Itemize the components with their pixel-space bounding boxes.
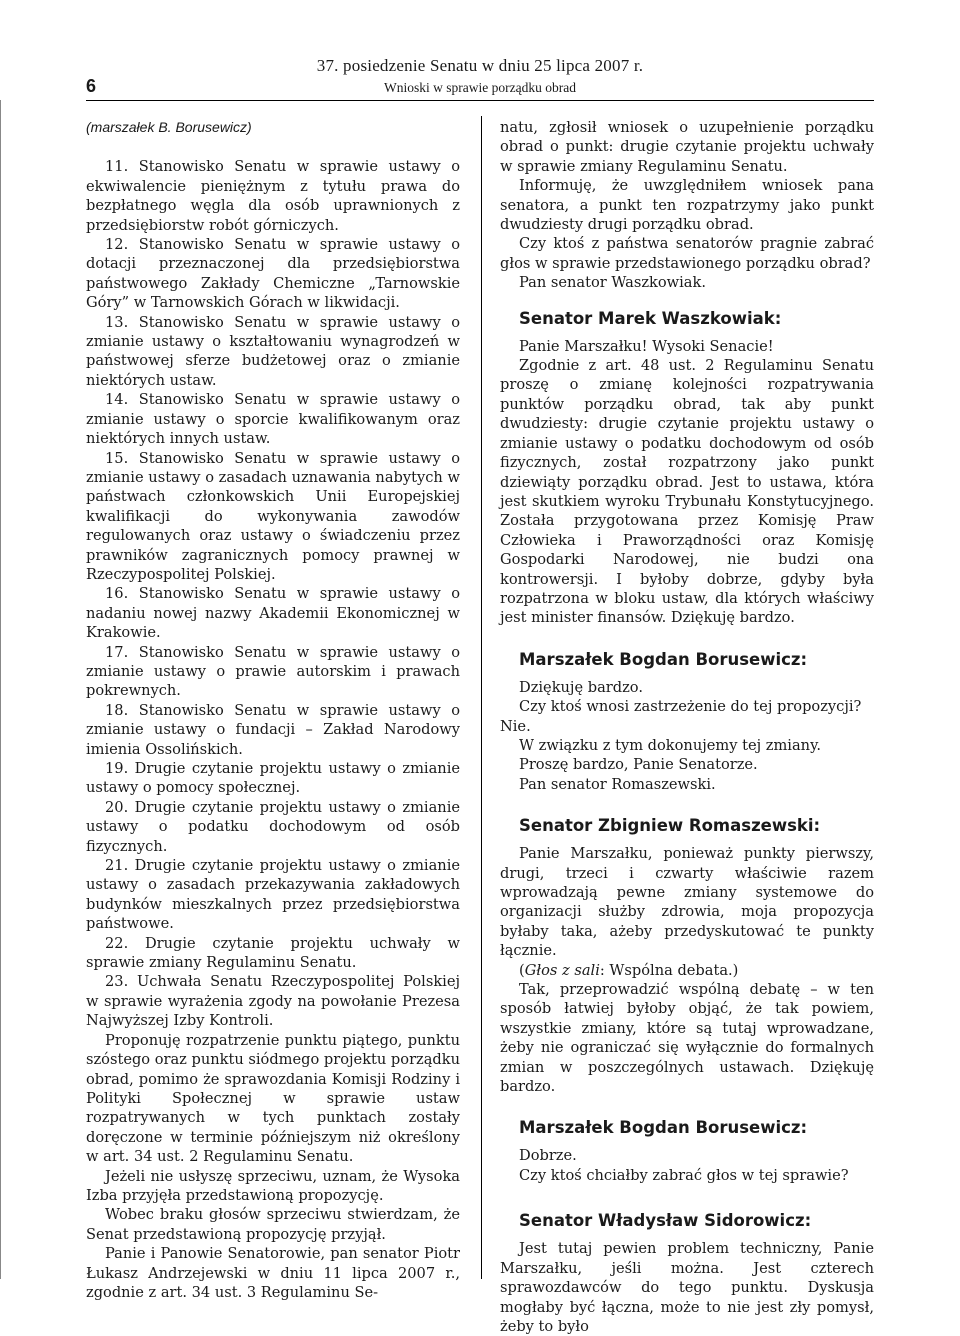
interjection-text: : Wspólna debata.) bbox=[599, 961, 739, 979]
body-paragraph: Panie i Panowie Senatorowie, pan senator Piotr Łukasz Andrzejewski w dniu 11 lipca 2007 r., zgodnie z art. 34 ust. 3 Regulaminu Se- bbox=[86, 1245, 460, 1301]
running-header-subtitle: Wnioski w sprawie porządku obrad bbox=[384, 80, 576, 95]
header-rule bbox=[86, 100, 874, 101]
body-paragraph: Proponuję rozpatrzenie punktu piątego, punktu szóstego oraz punktu siódmego projektu porządku obrad, pomimo że sprawozdania Komisji Rodziny i Polityki Społecznej w sprawie ustaw rozpatrywanych w tych punktach zostały doręczone w terminie późniejszym niż określony w art. 34 ust. 2 Regulaminu Senatu. bbox=[86, 1031, 461, 1166]
speaker-heading: Senator Zbigniew Romaszewski: bbox=[519, 816, 821, 836]
speaker-heading: Marszałek Bogdan Borusewicz: bbox=[519, 649, 808, 669]
agenda-item-23: 23. Uchwała Senatu Rzeczypospolitej Polskiej w sprawie wyrażenia zgody na powołanie Prezesa Najwyższej Izby Kontroli. bbox=[86, 973, 460, 1030]
right-column bbox=[500, 118, 874, 1336]
agenda-item-22: 22. Drugie czytanie projektu uchwały w sprawie zmiany Regulaminu Senatu. bbox=[86, 934, 460, 972]
body-paragraph: Wobec braku głosów sprzeciwu stwierdzam, że Senat przedstawioną propozycję przyjął. bbox=[86, 1206, 460, 1243]
agenda-item-19: 19. Drugie czytanie projektu ustawy o zmianie ustawy o pomocy społecznej. bbox=[86, 760, 460, 797]
interjection bbox=[500, 961, 874, 980]
agenda-item-20: 20. Drugie czytanie projektu ustawy o zmianie ustawy o podatku dochodowym od osób fizycznych. bbox=[86, 798, 460, 855]
agenda-item-11: 11. Stanowisko Senatu w sprawie ustawy o ekwiwalencie pieniężnym z tytułu prawa do bezpłatnego węgla dla osób uprawnionych z przedsiębiorstw robót górniczych. bbox=[86, 158, 460, 234]
speech-paragraph: Zgodnie z art. 48 ust. 2 Regulaminu Senatu proszę o zmianę kolejności rozpatrywania punktów porządku obrad, tak aby punkt dwudziesty: drugie czytanie projektu ustawy o zmianie ustawy o podatku dochodowym od osób fizycznych, został rozpatrzony jako punkt dziewiąty porządku obrad. Jest to ustawa, która jest skutkiem wyroku Trybunału Konstytucyjnego. Została przygotowana przez Komisję Praw Człowieka i Praworządności oraz Komisję Gospodarki Narodowej, nie budzi ona kontrowersji. I byłoby dobrze, gdyby była rozpatrzona w bloku ustaw, dla których właściwy jest minister finansów. Dziękuję bardzo. bbox=[500, 357, 874, 627]
agenda-item-12: 12. Stanowisko Senatu w sprawie ustawy o dotacji przeznaczonej dla przedsiębiorstwa państwowego Zakłady Chemiczne „Tarnowskie Góry” w Tarnowskich Górach w likwidacji. bbox=[86, 236, 460, 312]
speech-paragraph: Tak, przeprowadzić wspólną debatę – w ten sposób łatwiej byłoby objąć, że tak powiem, wszystkie zmiany, które są tutaj wprowadzane, żeby nie ograniczać się wyłącznie do formalnych zmian w poszczególnych ustawach. Dziękuję bardzo. bbox=[500, 981, 874, 1096]
column-divider bbox=[481, 116, 482, 1279]
interjection-open: ( bbox=[519, 961, 525, 979]
speech-paragraph: Jest tutaj pewien problem techniczny, Panie Marszałku, jeśli można. Jest czterech sprawozdawców do tego punktu. Dyskusja mogłaby być łączna, może to nie jest zły pomysł, żeby to było bbox=[500, 1240, 874, 1335]
speech-paragraph: Pan senator Romaszewski. bbox=[519, 775, 716, 793]
agenda-item-15: 15. Stanowisko Senatu w sprawie ustawy o zmianie ustawy o zasadach uznawania nabytych w państwach członkowskich Unii Europejskiej kwalifikacji do wykonywania zawodów regulowanych oraz ustawy o świadczeniu przez prawników zagranicznych pomocy prawnej w Rzeczypospolitej Polskiej. bbox=[86, 449, 460, 583]
agenda-item-16: 16. Stanowisko Senatu w sprawie ustawy o nadaniu nowej nazwy Akademii Ekonomicznej w Krakowie. bbox=[86, 585, 460, 642]
interjection-label: Głos z sali bbox=[524, 961, 600, 979]
speaker-heading: Marszałek Bogdan Borusewicz: bbox=[519, 1118, 808, 1138]
speech-paragraph: Dziękuję bardzo. bbox=[519, 678, 643, 696]
speech-paragraph: Czy ktoś wnosi zastrzeżenie do tej propozycji? bbox=[519, 698, 862, 716]
body-paragraph: Czy ktoś z państwa senatorów pragnie zabrać głos w sprawie przedstawionego porządku obrad? bbox=[500, 235, 874, 272]
body-paragraph: Jeżeli nie usłyszę sprzeciwu, uznam, że Wysoka Izba przyjęła przedstawioną propozycję. bbox=[86, 1167, 460, 1204]
body-paragraph: Informuję, że uwzględniłem wniosek pana senatora, a punkt ten rozpatrzymy jako punkt dwudziesty drugi porządku obrad. bbox=[500, 177, 874, 234]
speech-paragraph: Proszę bardzo, Panie Senatorze. bbox=[519, 756, 758, 774]
body-paragraph: Pan senator Waszkowiak. bbox=[519, 274, 706, 292]
speech-paragraph: W związku z tym dokonujemy tej zmiany. bbox=[519, 736, 822, 754]
speech-paragraph: Panie Marszałku, ponieważ punkty pierwszy, drugi, trzeci i czwarty właściwie razem wprowadzają pewne zmiany systemowe do organizacji służby zdrowia, moja propozycja byłaby taka, ażeby przedyskutować te punkty łącznie. bbox=[500, 845, 874, 960]
speech-paragraph: Panie Marszałku! Wysoki Senacie! bbox=[519, 337, 774, 355]
agenda-item-14: 14. Stanowisko Senatu w sprawie ustawy o zmianie ustawy o sporcie kwalifikowanym oraz niektórych innych ustaw. bbox=[86, 391, 460, 448]
speech-paragraph: Czy ktoś chciałby zabrać głos w tej sprawie? bbox=[519, 1166, 849, 1184]
left-column bbox=[86, 118, 460, 1302]
agenda-item-17: 17. Stanowisko Senatu w sprawie ustawy o zmianie ustawy o prawie autorskim i prawach pokrewnych. bbox=[86, 643, 460, 700]
continued-paragraph: natu, zgłosił wniosek o uzupełnienie porządku obrad o punkt: drugie czytanie projektu uchwały w sprawie zmiany Regulaminu Senatu. bbox=[500, 119, 874, 175]
page-edge-line bbox=[0, 100, 1, 1279]
speaker-marker: (marszałek B. Borusewicz) bbox=[86, 119, 252, 135]
agenda-item-18: 18. Stanowisko Senatu w sprawie ustawy o zmianie ustawy o fundacji – Zakład Narodowy imienia Ossolińskich. bbox=[86, 701, 460, 758]
reply-line: Nie. bbox=[500, 717, 531, 735]
agenda-item-21: 21. Drugie czytanie projektu ustawy o zmianie ustawy o zasadach przekazywania zakładowych budynków mieszkalnych przez przedsiębiorstwa państwowe. bbox=[86, 857, 460, 933]
speech-paragraph: Dobrze. bbox=[519, 1147, 577, 1165]
running-header-title: 37. posiedzenie Senatu w dniu 25 lipca 2007 r. bbox=[316, 56, 644, 75]
speaker-heading: Senator Marek Waszkowiak: bbox=[519, 308, 782, 328]
agenda-item-13: 13. Stanowisko Senatu w sprawie ustawy o zmianie ustawy o kształtowaniu wynagrodzeń w państwowej sferze budżetowej oraz o zmianie niektórych ustaw. bbox=[86, 313, 460, 389]
speaker-heading: Senator Władysław Sidorowicz: bbox=[519, 1211, 812, 1231]
page-number: 6 bbox=[86, 76, 97, 96]
